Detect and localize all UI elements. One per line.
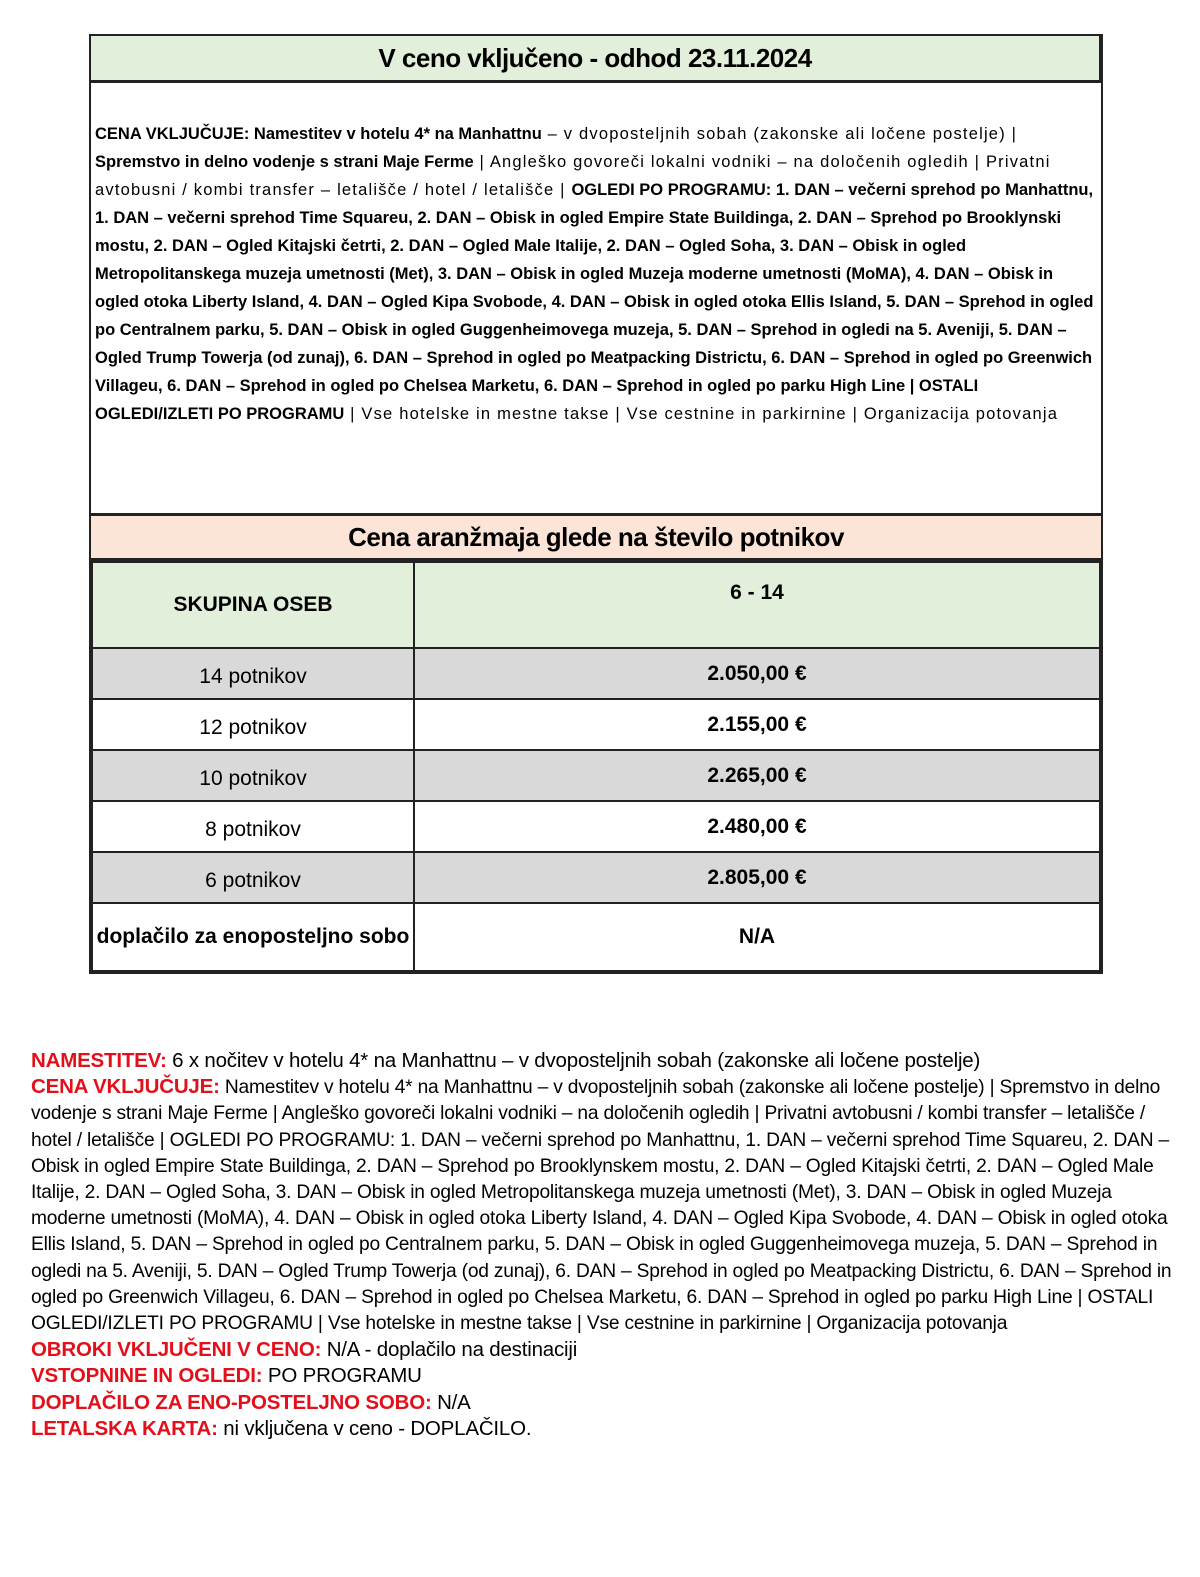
note-entrances-label: VSTOPNINE IN OGLEDI: <box>31 1364 263 1388</box>
note-flight-label: LETALSKA KARTA: <box>31 1416 218 1440</box>
row-label: 14 potnikov <box>92 648 414 699</box>
table-row <box>92 699 1100 750</box>
table-row <box>92 801 1100 852</box>
includes-paragraph <box>91 83 1101 513</box>
note-entrances <box>31 1363 1181 1389</box>
table-row <box>92 852 1100 903</box>
row-price: 2.155,00 € <box>414 699 1100 750</box>
row-label: 6 potnikov <box>92 852 414 903</box>
note-accommodation-label: NAMESTITEV: <box>31 1049 167 1072</box>
includes-seg-2: Spremstvo in delno vodenje s strani Maje Ferme <box>95 153 474 171</box>
includes-seg-4: OGLEDI PO PROGRAMU: 1. DAN – večerni sprehod po Manhattnu, 1. DAN – večerni sprehod Time Squareu, 2. DAN – Obisk in ogled Empire State Buildinga, 2. DAN – Sprehod po Brooklynski mostu, 2. DAN – Ogled Kitajski četrti, 2. DAN – Ogled Male Italije, 2. DAN – Ogled Soha, 3. DAN – Obisk in ogled Metropolitanskega muzeja umetnosti (Met), 3. DAN – Obisk in ogled Muzeja moderne umetnosti (MoMA), 4. DAN – Obisk in ogled otoka Liberty Island, 4. DAN – Ogled Kipa Svobode, 4. DAN – Obisk in ogled otoka Ellis Island, 5. DAN – Sprehod in ogled po Centralnem parku, 5. DAN – Obisk in ogled Guggenheimovega muzeja, 5. DAN – Sprehod in ogledi na 5. Aveniji, 5. DAN – Ogled Trump Towerja (od zunaj), 6. DAN – Sprehod in ogled po Meatpacking Districtu, 6. DAN – Sprehod in ogled po Greenwich Villageu, 6. DAN – Sprehod in ogled po Chelsea Marketu, 6. DAN – Sprehod in ogled po parku High Line | OSTALI OGLEDI/IZLETI PO PROGRAMU <box>95 181 1094 423</box>
note-includes <box>31 1074 1181 1337</box>
note-single-room <box>31 1390 1181 1416</box>
includes-seg-5: | Vse hotelske in mestne takse | Vse cestnine in parkirnine | Organizacija potovanja <box>344 405 1059 423</box>
row-label: 8 potnikov <box>92 801 414 852</box>
note-meals-label: OBROKI VKLJUČENI V CENO: <box>31 1338 322 1362</box>
row-price: 2.480,00 € <box>414 801 1100 852</box>
price-sheet <box>89 34 1103 974</box>
note-accommodation <box>31 1048 1181 1074</box>
row-price: 2.265,00 € <box>414 750 1100 801</box>
supplement-row <box>92 903 1100 971</box>
header-range: 6 - 14 <box>414 562 1100 648</box>
note-meals-text: N/A - doplačilo na destinaciji <box>321 1338 578 1362</box>
row-price: 2.050,00 € <box>414 648 1100 699</box>
note-entrances-text: PO PROGRAMU <box>262 1364 422 1388</box>
row-label: 12 potnikov <box>92 699 414 750</box>
note-includes-label: CENA VKLJUČUJE: <box>31 1075 220 1099</box>
note-meals <box>31 1337 1181 1363</box>
price-table <box>91 561 1101 972</box>
note-includes-text: Namestitev v hotelu 4* na Manhattnu – v dvoposteljnih sobah (zakonske ali ločene postelje) | Spremstvo in delno vodenje s strani Maje Ferme | Angleško govoreči lokalni vodniki – na določenih ogledih | Privatni avtobusni / kombi transfer – letališče / hotel / letališče | OGLEDI PO PROGRAMU: 1. DAN – večerni sprehod po Manhattnu, 1. DAN – večerni sprehod Time Squareu, 2. DAN – Obisk in ogled Empire State Buildinga, 2. DAN – Sprehod po Brooklynskem mostu, 2. DAN – Ogled Kitajski četrti, 2. DAN – Ogled Male Italije, 2. DAN – Ogled Soha, 3. DAN – Obisk in ogled Metropolitanskega muzeja umetnosti (Met), 3. DAN – Obisk in ogled Muzeja moderne umetnosti (MoMA), 4. DAN – Obisk in ogled otoka Liberty Island, 4. DAN – Ogled Kipa Svobode, 4. DAN – Obisk in ogled otoka Ellis Island, 5. DAN – Sprehod in ogled po Centralnem parku, 5. DAN – Obisk in ogled Guggenheimovega muzeja, 5. DAN – Sprehod in ogledi na 5. Aveniji, 5. DAN – Ogled Trump Towerja (od zunaj), 6. DAN – Sprehod in ogled po Meatpacking Districtu, 6. DAN – Sprehod in ogled po Greenwich Villageu, 6. DAN – Sprehod in ogled po Chelsea Marketu, 6. DAN – Sprehod in ogled po parku High Line | OSTALI OGLEDI/IZLETI PO PROGRAMU | Vse hotelske in mestne takse | Vse cestnine in parkirnine | Organizacija potovanja <box>31 1077 1172 1335</box>
note-flight <box>31 1416 1181 1442</box>
price-table-header <box>92 562 1100 648</box>
includes-seg-1: – v dvoposteljnih sobah (zakonske ali ločene postelje) | <box>541 125 1018 143</box>
note-accommodation-text: 6 x nočitev v hotelu 4* na Manhattnu – v dvoposteljnih sobah (zakonske ali ločene postelje) <box>166 1049 981 1072</box>
notes-section <box>31 1048 1181 1442</box>
table-row <box>92 648 1100 699</box>
sheet-title: V ceno vključeno - odhod 23.11.2024 <box>91 36 1101 83</box>
note-flight-text: ni vključena v ceno - DOPLAČILO. <box>217 1416 532 1440</box>
includes-seg-0: Namestitev v hotelu 4* na Manhattnu <box>253 125 542 143</box>
row-price: 2.805,00 € <box>414 852 1100 903</box>
supplement-label: doplačilo za enoposteljno sobo <box>92 903 414 971</box>
includes-seg-3: | Angleško govoreči lokalni vodniki – na določenih ogledih | Privatni avtobusni / kombi transfer – letališče / hotel / letališče | <box>95 153 1051 199</box>
header-group: SKUPINA OSEB <box>92 562 414 648</box>
table-row <box>92 750 1100 801</box>
includes-label: CENA VKLJUČUJE: <box>95 125 250 143</box>
supplement-value: N/A <box>414 903 1100 971</box>
note-single-room-label: DOPLAČILO ZA ENO-POSTELJNO SOBO: <box>31 1390 432 1414</box>
row-label: 10 potnikov <box>92 750 414 801</box>
pricing-title: Cena aranžmaja glede na število potnikov <box>91 513 1101 561</box>
note-single-room-text: N/A <box>431 1390 471 1414</box>
